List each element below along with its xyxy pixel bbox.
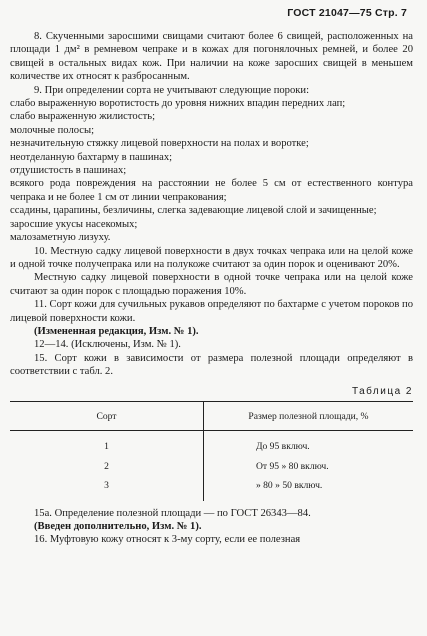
table-row xyxy=(10,457,413,476)
table-cell: 1 xyxy=(10,431,203,457)
list-item: заросшие укусы насекомых; xyxy=(10,218,138,230)
table-row xyxy=(10,476,413,500)
list-item: неотделанную бахтарму в пашинах; xyxy=(10,151,173,163)
page-header: ГОСТ 21047—75 Стр. 7 xyxy=(287,7,407,19)
list-item: слабо выраженную жилистость; xyxy=(10,111,156,123)
list-item: отдушистость в пашинах; xyxy=(10,165,127,177)
paragraph-8: 8. Скученными заросшими свищами считают более 6 свищей, расположенных на площади 1 дм² в ремневом чепраке и в кожах для погонялочных ремней, и более 20 свищей в остальных видах кож. При наличии на коже заросших свищей в меньшем количестве их относят к разбросанным. xyxy=(10,31,413,83)
table-cell: 3 xyxy=(10,476,203,500)
table-cell: От 95 » 80 включ. xyxy=(255,460,329,472)
table-header-area: Размер полезной площади, % xyxy=(203,401,413,430)
table-header-grade: Сорт xyxy=(10,401,203,430)
table-cell: » 80 » 50 включ. xyxy=(255,480,323,492)
paragraph-10-continued: Местную садку лицевой поверхности в одной точке чепрака или на целой коже считают за один порок с площадью поражения 10%. xyxy=(10,272,413,297)
paragraph-15: 15. Сорт кожи в зависимости от размера полезной площади определяют в соответствии с табл. 2. xyxy=(10,352,413,378)
table-cell: 2 xyxy=(10,457,203,476)
table-caption: Таблица 2 xyxy=(351,385,413,397)
table-row xyxy=(10,431,413,457)
paragraph-15a: 15а. Определение полезной площади — по ГОСТ 26343—84. xyxy=(34,507,311,519)
list-item: незначительную стяжку лицевой поверхности на полах и воротке; xyxy=(10,138,309,150)
table-cell: До 95 включ. xyxy=(255,441,310,453)
paragraph-12-14: 12—14. (Исключены, Изм. № 1). xyxy=(34,339,181,351)
list-item: малозаметную лизуху. xyxy=(10,232,111,244)
list-item: ссадины, царапины, безличины, слегка задевающие лицевой слой и зачищенные; xyxy=(10,205,377,217)
paragraph-16: 16. Муфтовую кожу относят к 3-му сорту, если ее полезная xyxy=(34,534,301,546)
edit-note: (Введен дополнительно, Изм. № 1). xyxy=(34,521,202,532)
paragraph-11: 11. Сорт кожи для сучильных рукавов определяют по бахтарме с учетом пороков по лицевой поверхности кожи. xyxy=(10,299,413,324)
list-item: молочные полосы; xyxy=(10,124,95,136)
paragraph-10: 10. Местную садку лицевой поверхности в двух точках чепрака или на целой коже и одной точке получепрака или на полукоже считают за один порок и оценивают 20%. xyxy=(10,245,413,270)
list-item: слабо выраженную воротистость до уровня нижних впадин передних лап; xyxy=(10,98,346,110)
document-body xyxy=(10,30,413,547)
paragraph-9: 9. При определении сорта не учитывают следующие пороки: xyxy=(34,84,310,96)
edit-note: (Измененная редакция, Изм. № 1). xyxy=(34,325,199,337)
list-item: всякого рода повреждения на расстоянии не более 5 см от естественного контура чепрака и не более 1 см от линии чепракования; xyxy=(10,178,413,203)
grade-table xyxy=(10,401,413,501)
